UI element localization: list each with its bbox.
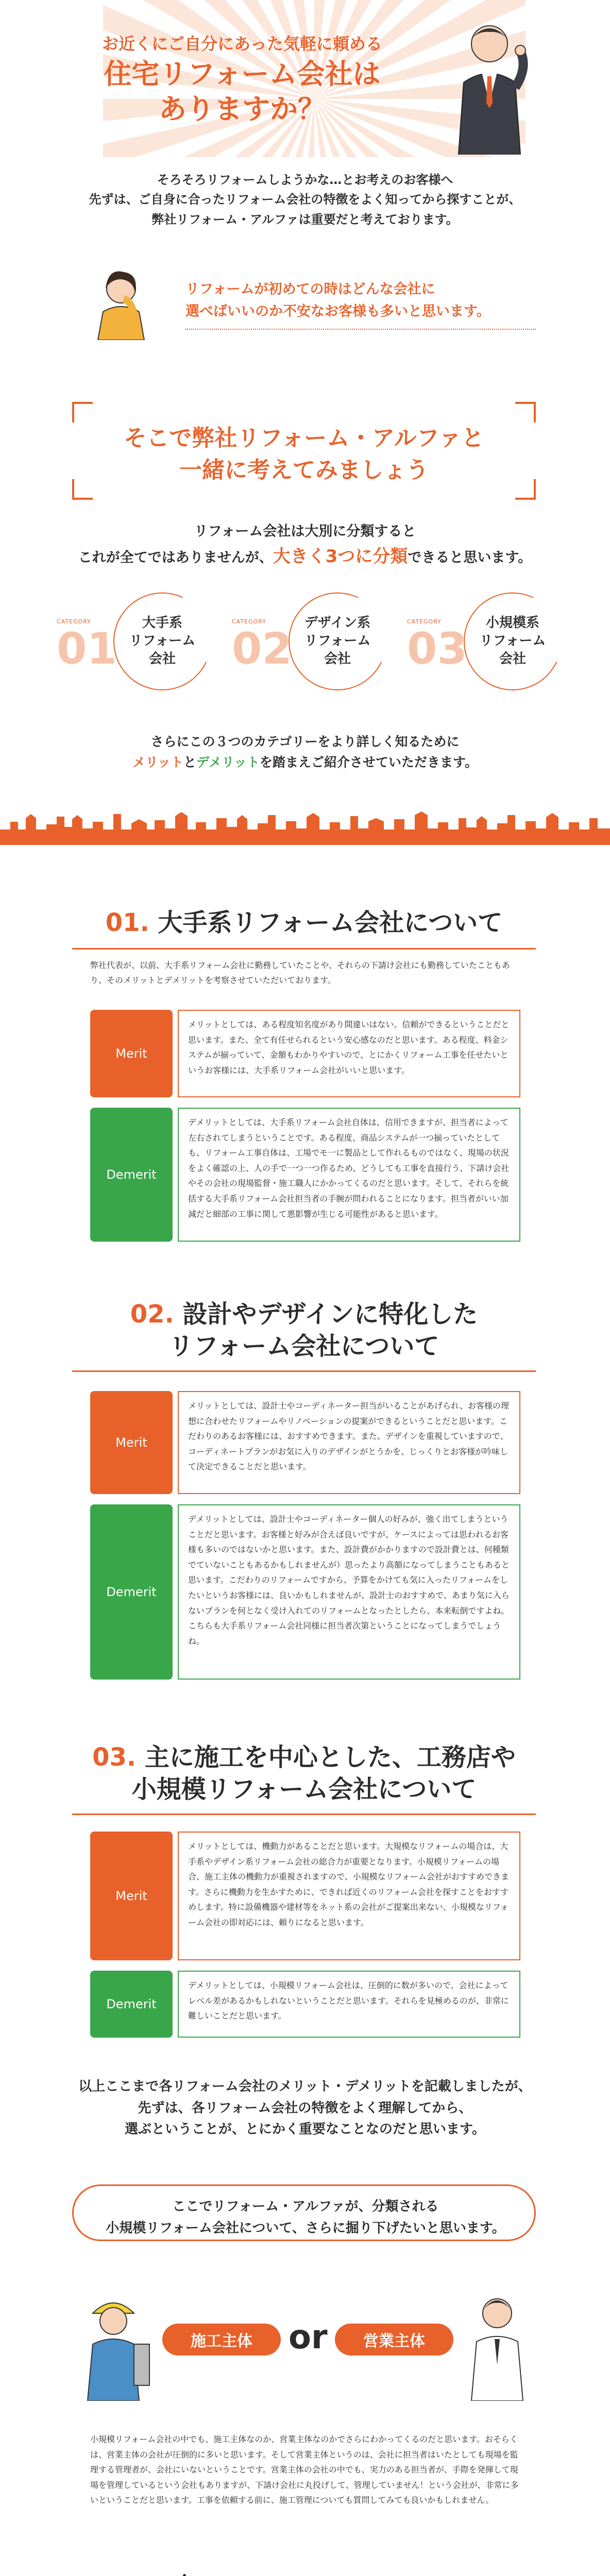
frame-corner <box>72 402 93 422</box>
category-label-line: 会社 <box>499 651 526 667</box>
merit-word: メリット <box>132 755 183 770</box>
lead-text <box>0 170 610 229</box>
worry-line1: リフォームが初めての時はどんな会社に <box>185 281 435 297</box>
summary-text <box>0 2076 610 2141</box>
section-underline <box>72 1814 536 1815</box>
lead-line3: 弊社リフォーム・アルファは重要だと考えております。 <box>151 212 459 227</box>
worry-text <box>185 278 490 323</box>
category-label-line: デザイン系 <box>304 615 371 631</box>
salesman-illustration <box>459 2282 536 2401</box>
category-label-line: 会社 <box>324 651 351 667</box>
summary-line2: 先ずは、各リフォーム会社の特徴をよく理解してから、 <box>138 2100 472 2116</box>
category-caption: CATEGORY <box>407 618 442 625</box>
merit-text: メリットとしては、ある程度知名度があり間違いはない。信頼ができるということだと思います。また、全て有任せられるという安心感なのだと思います。ある程度、料金システムが揃っていて、金額もわかりやすいので、とにかくリフォーム工事を任せたいというお客様には、大手系リフォーム会社がいいと思います。 <box>178 1010 520 1097</box>
woman-illustration <box>82 263 160 340</box>
more-text <box>0 732 610 773</box>
classify-highlight: 大きく3つに分類 <box>273 546 408 567</box>
consult-heading-block <box>72 402 536 500</box>
alpha-line2: 小規模リフォーム会社について、さらに掘り下げたいと思います。 <box>106 2220 505 2236</box>
category-number: 03 <box>407 623 467 674</box>
category-label <box>289 614 386 668</box>
category-label <box>113 614 211 668</box>
section-3-demerit <box>90 1971 520 2038</box>
category-label-line: リフォーム <box>304 633 371 649</box>
caution-heading <box>90 2571 520 2576</box>
more-rest: を踏まえご紹介させていただきます。 <box>260 755 478 770</box>
classify-line2a: これが全てではありませんが、 <box>78 550 273 566</box>
hero-banner <box>0 0 610 157</box>
demerit-text: デメリットとしては、大手系リフォーム会社自体は、信用できますが、担当者によって左右されてしまうということです。ある程度、商品システムが一つ揃っていたとしても、リフォーム工事自体は、工場でモ一に製品として作れるものではなく、現場の状況をよく確認の上、人の手で一つ一つ作るため、どうしても工事を直接行う、下請け会社やその会社の現場監督・施工職人にかかってくるのだと思います。そして、それらを統括する大手系リフォーム会社担当者の手腕が問われることになります。担当者がいい加減だと細部の工事に関して悪影響が生じる可能性があると思います。 <box>178 1108 520 1242</box>
demerit-text: デメリットとしては、小規模リフォーム会社は、圧倒的に数が多いので、会社によってレベル差があるかもしれないということだと思います。それらを見極めるのが、非常に難しいことだと思います。 <box>178 1971 520 2038</box>
summary-line3: 選ぶということが、とにかく重要なことなのだと思います。 <box>125 2122 485 2138</box>
section-underline <box>72 948 536 950</box>
merit-text: メリットとしては、設計士やコーディネーター担当がいることがあげられ、お客様の理想に合わせたリフォームやリノベーションの提案ができるということだと思います。こだわりのあるお客様には、おすすめできます。また、デザインを重視していますので、コーディネートプランがお気に入りのデザインがとうかを、じっくりとお客様が吟味して決定できることだと思います。 <box>178 1391 520 1494</box>
hero-line3: ありますか？ <box>159 92 326 125</box>
lead-line1: そろそろリフォームしようかな…とお考えのお客様へ <box>157 173 453 187</box>
section-number: 02. <box>130 1300 174 1329</box>
section-1-title <box>72 907 536 939</box>
section-1-demerit <box>90 1108 520 1242</box>
sales-focus-pill: 営業主体 <box>335 2324 453 2355</box>
section-title-line: 設計やデザインに特化した <box>182 1300 478 1329</box>
category-number: 02 <box>232 623 292 674</box>
more-line2 <box>0 752 610 773</box>
category-card-3 <box>407 587 572 696</box>
category-label-line: リフォーム <box>479 633 546 649</box>
more-line1: さらにこの３つのカテゴリーをより詳しく知るために <box>150 734 460 749</box>
category-row <box>57 587 572 701</box>
classify-line2 <box>0 543 610 570</box>
worry-block <box>72 263 546 340</box>
section-title-line: 主に施工を中心とした、工務店や <box>144 1743 516 1772</box>
summary-line1: 以上ここまで各リフォーム会社のメリット・デメリットを記載しましたが、 <box>78 2079 532 2094</box>
worry-line2: 選べばいいのか不安なお客様も多いと思います。 <box>185 303 490 320</box>
demerit-tag: Demerit <box>90 1971 173 2038</box>
warning-icon <box>167 2573 201 2576</box>
frame-corner <box>515 402 536 422</box>
category-label-line: 会社 <box>148 651 176 667</box>
merit-tag: Merit <box>90 1010 173 1097</box>
consult-line2: 一緒に考えてみましょう <box>179 456 429 483</box>
section-1-merit <box>90 1010 520 1097</box>
section-2-merit <box>90 1391 520 1494</box>
worker-illustration <box>72 2282 155 2401</box>
category-card-1 <box>57 587 222 696</box>
merit-text: メリットとしては、機動力があることだと思います。大規模なリフォームの場合は、大手系やデザイン系リフォーム会社の総合力が重要となります。小規模リフォームの場合、施工主体の機動力が重視されますので、小規模なリフォーム会社がおすすめできます。さらに機動力を生かすために、できれば近くのリフォーム会社を探すことをおすすめします。特に設備機器や建材等をネット系の会社がご提案出来ない、小規模なリフォーム会社の即対応には、頼りになると思います。 <box>178 1832 520 1960</box>
town-skyline-divider <box>0 804 610 845</box>
alpha-text <box>74 2196 537 2239</box>
section-title-line: 大手系リフォーム会社について <box>158 908 503 937</box>
demerit-tag: Demerit <box>90 1108 173 1242</box>
section-number: 01. <box>105 908 149 937</box>
businessman-illustration <box>438 15 541 155</box>
category-label <box>464 614 562 668</box>
section-2-title <box>72 1298 536 1363</box>
hero-line1: お近くにご自分にあった気軽に頼める <box>102 34 382 54</box>
demerit-tag: Demerit <box>90 1504 173 1680</box>
classify-line2c: できると思います。 <box>408 550 532 566</box>
section-underline <box>72 1370 536 1372</box>
merit-tag: Merit <box>90 1391 173 1494</box>
and-word: と <box>183 755 196 770</box>
consult-line1: そこで弊社リフォーム・アルファと <box>124 425 484 451</box>
hero-line2: 住宅リフォーム会社は <box>104 58 381 90</box>
merit-tag: Merit <box>90 1832 173 1960</box>
classify-line1: リフォーム会社は大別に分類すると <box>194 523 416 539</box>
section-number: 03. <box>92 1743 137 1772</box>
section-title-line: リフォーム会社について <box>168 1332 439 1361</box>
section-3-merit <box>90 1832 520 1960</box>
alpha-line1: ここでリフォーム・アルファが、分類される <box>172 2199 439 2214</box>
lead-line2: 先ずは、ご自身に合ったリフォーム会社の特徴をよく知ってから探すことが、 <box>89 192 521 207</box>
dotted-divider <box>185 329 536 330</box>
category-label-line: リフォーム <box>129 633 196 649</box>
alpha-callout <box>72 2184 536 2241</box>
category-caption: CATEGORY <box>57 618 91 625</box>
construction-vs-sales-text: 小規模リフォーム会社の中でも、施工主体なのか、営業主体なのかでさらにわかってくるのだと思います。おそらくは、営業主体の会社が圧倒的に多いと思います。そして営業主体というのは、会社に担当者はいたとしても現場を監理する管理者が、会社にいないということです。営業主体の会社の中でも、実力のある担当者が、手際を発揮して現場を管理しているという会社もありますが、下請け会社に丸投げして、管理していません！という会社が、非常に多いということだと思います。工事を依頼する前に、施工管理についても質問してみても良いかもしれません。 <box>90 2434 519 2505</box>
category-card-2 <box>232 587 397 696</box>
category-label-line: 大手系 <box>142 615 182 631</box>
category-caption: CATEGORY <box>232 618 266 625</box>
category-label-line: 小規模系 <box>485 615 539 631</box>
construction-vs-sales <box>72 2267 536 2411</box>
hero-heading <box>62 57 422 126</box>
section-3-title <box>72 1741 536 1806</box>
or-label: or <box>289 2318 328 2357</box>
demerit-word: デメリット <box>196 755 260 770</box>
section-title-line: 小規模リフォーム会社について <box>131 1775 477 1804</box>
section-1-intro: 弊社代表が、以前、大手系リフォーム会社に勤務していたことや、それらの下請け会社にも勤務していたこともあり、そのメリットとデメリットを考察させていただいております。 <box>90 960 510 985</box>
category-number: 01 <box>57 623 117 674</box>
consult-heading <box>72 422 536 486</box>
section-2-demerit <box>90 1504 520 1680</box>
classify-text <box>0 520 610 571</box>
demerit-text: デメリットとしては、設計士やコーディネーター個人の好みが、強く出てしまうということだと思います。お客様と好みが合えば良いですが、ケースによっては思われるお客様も多いのではないかと思います。また、設計費がかかりますので設計費とは、何種類でていないこともあるかもしれませんが）思ったより高額になってしまうこともあると思います。こだわりのリフォームですから、予算をかけても気に入ったリフォームをしたいというお客様には、良いかもしれませんが、設計士のおすすめで、あまり気に入らないプランを何となく受け入れてのリフォームとなったとしたら、本来転倒ですよね。こちらも大手系リフォーム会社同様に担当者次第ということになってしまうでしょうね。 <box>178 1504 520 1680</box>
construction-focus-pill: 施工主体 <box>162 2324 281 2355</box>
